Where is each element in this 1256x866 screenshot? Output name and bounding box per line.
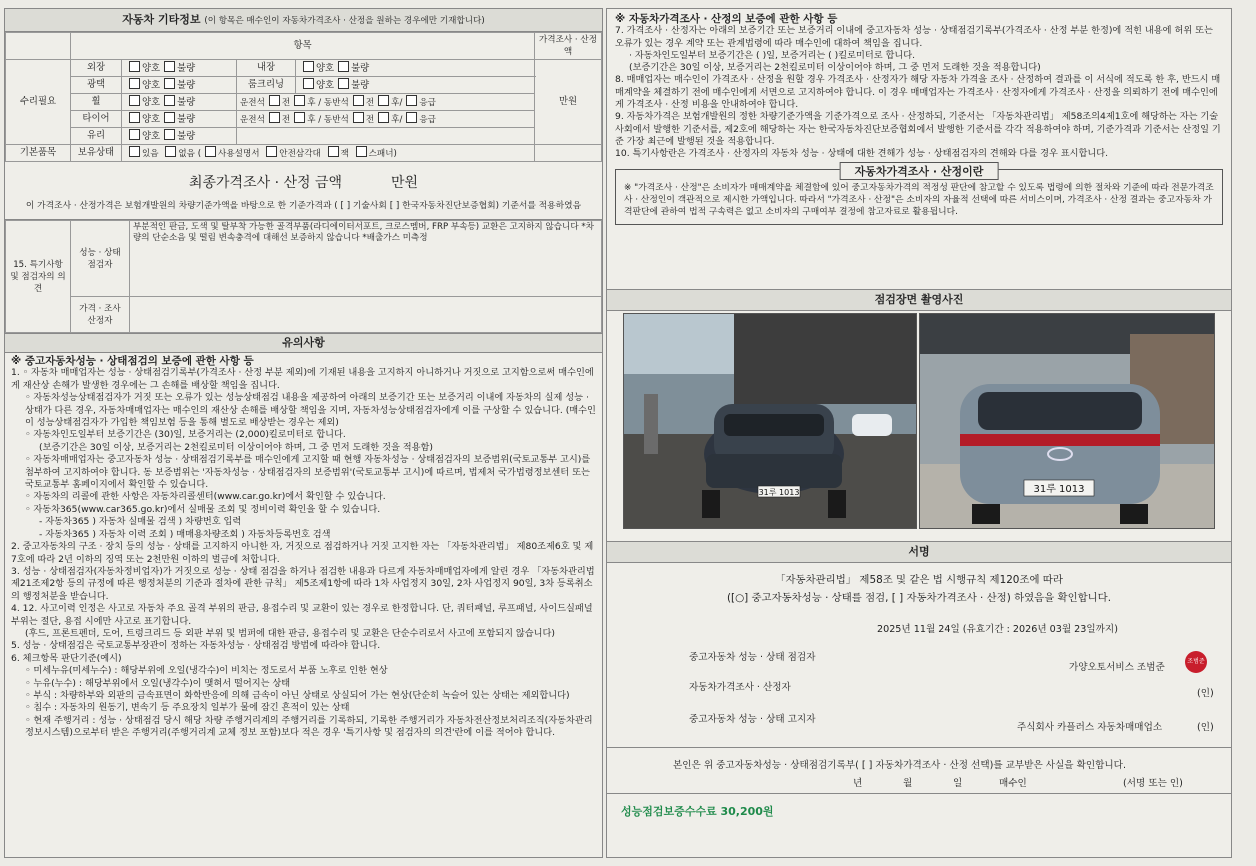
wheel-driver-front-checkbox[interactable] xyxy=(269,95,280,106)
slash: / xyxy=(318,115,322,125)
opt-bad: 불량 xyxy=(177,63,196,74)
passenger-seat-label: 동반석 xyxy=(323,98,349,108)
opt-good: 양호 xyxy=(142,80,161,91)
note-6: ◦ 자동차의 리콜에 관한 사항은 자동차리콜센터(www.car.go.kr)에서 확인할 수 있습니다. xyxy=(25,491,386,503)
rear-label: 후 xyxy=(391,115,400,125)
note-2: ◦ 자동차성능상태점검자가 거짓 또는 오류가 있는 성능상태점검 내용을 제공하여 아래의 보증기간 또는 보증거리 이내에 자동차의 실제 성능 · 상태가 다른 경우, 자동차매매업자는 매수인의 재산상 손해를 배상할 책임을 지며, 자동차성능상태점검자에게 이를 구상할 수 있습니다. (매수인이 성능상태점검자가 가입한 책임보험 등을 통해 별도로 배상받는 경우는 제외) xyxy=(25,392,596,429)
note-8: - 자동차365 ) 자동차 실매물 검색 ) 차량번호 입력 xyxy=(39,516,242,528)
manual-label: 사용설명서 xyxy=(218,149,260,159)
opt-bad: 불량 xyxy=(177,80,196,91)
price-note-9: 9. 자동차가격은 보험개발원의 정한 차량기준가액을 기준가격으로 조사 · 산정하되, 기준서는 「자동차관리법」 제58조의4제1호에 해당하는 자는 기술사회에서 발행한 기준서를, 제2호에 해당하는 자는 한국자동차진단보증협회에서 발행한 기준서를 각각 적용하여야 하며, 기준가격과 기준서는 산정일 기준 가장 최근에 발행된 것을 적용합니다. xyxy=(615,111,1221,147)
note-18: ◦ 부식 : 차량하부와 외판의 금속표면이 화학반응에 의해 금속이 아닌 상태로 상실되어 가는 현상(단순히 녹슬어 있는 상태는 제외합니다) xyxy=(25,689,570,701)
triangle-label: 안전삼각대 xyxy=(279,149,321,159)
row-own-status: 보유상태 xyxy=(71,145,122,162)
etc-info-title: 자동차 기타정보 xyxy=(122,13,201,26)
driver-seat-label: 운전석 xyxy=(240,115,265,125)
front-car-illustration xyxy=(624,314,916,528)
note-16: ◦ 미세누유(미세누수) : 해당부위에 오일(냉각수)이 비치는 정도로서 부품 노후로 인한 현상 xyxy=(25,665,388,677)
inspector-name: 가양오토서비스 조범준 xyxy=(1069,662,1165,673)
wheel-bad-checkbox[interactable] xyxy=(164,95,175,106)
note-7: ◦ 자동차365(www.car365.go.kr)에서 실매물 조회 및 정비이력 확인을 할 수 있습니다. xyxy=(25,503,381,515)
rear-plate: 31루 1013 xyxy=(1033,484,1085,495)
none-label: 없음 xyxy=(178,149,195,159)
room-good-checkbox[interactable] xyxy=(303,78,314,89)
basic-label: 기본품목 xyxy=(6,145,71,162)
row-interior: 내장 xyxy=(237,60,296,77)
notifier-role: 중고자동차 성능 · 상태 고지자 xyxy=(689,714,816,725)
opt-good: 양호 xyxy=(142,63,161,74)
buyer-label: 매수인 xyxy=(999,778,1027,789)
inspector-text: 부분적인 판금, 도색 및 탈부착 가능한 골격부품(라디에이터서포트, 크로스멤버, FRP 부속등) 교환은 고지하지 않습니다 *차량의 단순소음 및 떨림 변속충격에 대해선 보증하지 않습니다 *배출가스 미측정 xyxy=(130,221,602,297)
tire-driver-rear-checkbox[interactable] xyxy=(294,112,305,123)
row-exterior: 외장 xyxy=(71,60,122,77)
wheel-driver-rear-checkbox[interactable] xyxy=(294,95,305,106)
opt-good: 양호 xyxy=(142,114,161,125)
spanner-label: 스패너 xyxy=(368,149,394,159)
receipt-day: 일 xyxy=(953,778,963,789)
slash: / xyxy=(399,115,403,125)
price-note-8: 8. 매매업자는 매수인이 가격조사 · 산정을 원할 경우 가격조사 · 산정자가 해당 자동차 가격을 조사 · 산정하여 결과를 이 서식에 적도록 한 후, 반드시 매매계약을 체결하기 전에 매수인에게 서면으로 고지하여야 합니다. 이 경우 매매업자는 가격조사 · 산정자에게 가격조사 · 산정을 의뢰하기 전에 매수인에게 가격조사 · 산정 비용을 안내하여야 합니다. xyxy=(615,74,1221,111)
sign-header: 서명 xyxy=(607,541,1231,563)
appraiser-seal: (인) xyxy=(1197,688,1214,699)
appraiser-role: 자동차가격조사 · 산정자 xyxy=(689,682,791,693)
basis-text: 이 가격조사 · 산정가격은 보험개발원의 차량기준가액을 바탕으로 한 기준가격과 ( [ ] 기술사회 [ ] 한국자동차진단보증협회) 기준서를 적용하였음 xyxy=(5,196,602,220)
photo-header: 점검장면 촬영사진 xyxy=(607,289,1231,311)
triangle-checkbox[interactable] xyxy=(266,146,277,157)
note-3: ◦ 자동차인도일부터 보증기간은 (30)일, 보증거리는 (2,000)킬로미터로 합니다. xyxy=(25,429,346,441)
note-1: 1. ◦ 자동차 매매업자는 성능 · 상태점검기록부(가격조사 · 산정 부분 제외)에 기재된 내용을 고지하지 아니하거나 거짓으로 고지함으로써 매수인에게 재산상 손해가 발생한 경우에는 그 손해를 배상할 책임을 집니다. xyxy=(11,367,594,391)
front-label: 전 xyxy=(365,98,375,108)
driver-seat-label: 운전석 xyxy=(240,98,265,108)
exterior-good-checkbox[interactable] xyxy=(129,61,140,72)
note-10: 2. 중고자동차의 구조 · 장치 등의 성능 · 상태를 고지하지 아니한 자, 거짓으로 점검하거나 거짓 고지한 자는 「자동차관리법」 제80조제6호 및 제7호에 따라 2년 이하의 징역 또는 2천만원 이하의 벌금에 처합니다. xyxy=(11,541,594,565)
notes-section xyxy=(5,353,602,742)
repair-label: 수리필요 xyxy=(6,60,71,145)
notifier-seal: (인) xyxy=(1197,722,1214,733)
spanner-checkbox[interactable] xyxy=(356,146,367,157)
price-note-7: 7. 가격조사 · 산정자는 아래의 보증기간 또는 보증거리 이내에 중고자동차 성능 · 상태점검기록부(가격조사 · 산정 부분 한정)에 적힌 내용에 허위 또는 오류가 있는 경우 계약 또는 관계법령에 따라 매수인에 대하여 책임을 집니다. xyxy=(615,25,1213,49)
row-gloss: 광택 xyxy=(71,77,122,94)
rear-label: 후 xyxy=(307,98,316,108)
spare-label: 응급 xyxy=(419,98,436,108)
warranty-title: ※ 중고자동차성능 · 상태점검의 보증에 관한 사항 등 xyxy=(11,355,254,367)
have-checkbox[interactable] xyxy=(129,146,140,157)
etc-info-table xyxy=(5,32,602,162)
tire-passenger-rear-checkbox[interactable] xyxy=(378,112,389,123)
tire-passenger-front-checkbox[interactable] xyxy=(353,112,364,123)
inspector-label: 성능 · 상태 점검자 xyxy=(71,221,130,297)
row-wheel: 휠 xyxy=(71,94,122,111)
final-price-label: 최종가격조사 · 산정 금액 xyxy=(188,175,343,191)
price-note-7a: · 자동차인도일부터 보증기간은 ( )일, 보증거리는 ( )킬로미터로 합니다. xyxy=(629,49,916,61)
note-14: 5. 성능 · 상태점검은 국토교통부장관이 정하는 자동차성능 · 상태점검 방법에 따라야 합니다. xyxy=(11,640,381,652)
special-table xyxy=(5,220,602,333)
have-label: 있음 xyxy=(142,149,159,159)
tire-spare-checkbox[interactable] xyxy=(406,112,417,123)
sign-line-1: 「자동차관리법」 제58조 및 같은 법 시행규칙 제120조에 따라 xyxy=(775,574,1063,586)
price-notes xyxy=(607,9,1231,165)
open-paren: ( xyxy=(197,149,202,159)
row-tire: 타이어 xyxy=(71,111,122,128)
slash: / xyxy=(399,98,403,108)
rear-label: 후 xyxy=(391,98,400,108)
price-note-7b: (보증기간은 30일 이상, 보증거리는 2천킬로미터 이상이어야 하며, 그 중 먼저 도래한 것을 적용합니다) xyxy=(629,62,1041,74)
opt-bad: 불량 xyxy=(177,97,196,108)
appraiser-text xyxy=(130,297,602,333)
caution-header: 유의사항 xyxy=(5,333,602,353)
inspector-role: 중고자동차 성능 · 상태 점검자 xyxy=(689,652,816,663)
sign-date: 2025년 11월 24일 (유효기간 : 2026년 03월 23일까지) xyxy=(877,624,1118,635)
passenger-seat-label: 동반석 xyxy=(323,115,349,125)
glass-bad-checkbox[interactable] xyxy=(164,129,175,140)
note-13: (후드, 프론트펜더, 도어, 트렁크리드 등 외판 부위 및 범퍼에 대한 판금, 용접수리 및 교환은 단순수리로서 사고에 포함되지 않습니다) xyxy=(25,627,556,639)
manual-checkbox[interactable] xyxy=(205,146,216,157)
opt-bad: 불량 xyxy=(351,63,370,74)
note-12: 4. 12. 사고이력 인정은 사고로 자동차 주요 골격 부위의 판금, 용접수리 및 교환이 있는 경우로 한정합니다. 단, 쿼터패널, 루프패널, 사이드실패널 부위는 절단, 용접 시에만 사고로 표기합니다. xyxy=(11,603,593,627)
close-paren: ) xyxy=(393,149,397,159)
inspection-photo-front xyxy=(623,313,917,529)
col-price: 가격조사 · 산정액 xyxy=(535,33,602,60)
inspection-fee: 성능점검보증수수료 30,200원 xyxy=(621,805,774,818)
opt-bad: 불량 xyxy=(351,80,370,91)
opt-bad: 불량 xyxy=(177,131,196,142)
wheel-spare-checkbox[interactable] xyxy=(406,95,417,106)
price-unit: 만원 xyxy=(535,60,602,145)
front-label: 전 xyxy=(281,98,291,108)
jack-label: 잭 xyxy=(340,149,349,159)
left-column xyxy=(4,8,603,858)
sign-statement xyxy=(607,571,1231,607)
note-15: 6. 체크항목 판단기준(예시) xyxy=(11,652,122,664)
note-11: 3. 성능 · 상태점검자(자동차정비업자)가 거짓으로 성능 · 상태 점검을 하거나 점검한 내용과 다르게 자동차매매업자에게 알린 경우 「자동차관리법 제21조제2항 등의 규정에 따른 행정처분의 기준과 절차에 관한 규칙」 제5조제1항에 따라 1차 사업정지 30일, 2차 사업정지 90일, 3차 등록취소의 행정처분을 받습니다. xyxy=(11,565,595,602)
note-17: ◦ 누유(누수) : 해당부위에서 오일(냉각수)이 맺혀서 떨어지는 상태 xyxy=(25,677,291,689)
wheel-good-checkbox[interactable] xyxy=(129,95,140,106)
final-price-unit: 만원 xyxy=(390,175,418,191)
front-plate: 31루 1013 xyxy=(758,488,800,497)
interior-bad-checkbox[interactable] xyxy=(338,61,349,72)
opt-good: 양호 xyxy=(316,63,335,74)
note-4: (보증기간은 30일 이상, 보증거리는 2천킬로미터 이상이어야 하며, 그 중 먼저 도래한 것을 적용함) xyxy=(39,441,433,453)
definition-text: ※ "가격조사 · 산정"은 소비자가 매매계약을 체결함에 있어 중고자동차가격의 적정성 판단에 참고할 수 있도록 법령에 의한 절차와 기준에 따라 전문가격조사 · 산정인이 객관적으로 제시한 가액입니다. 따라서 "가격조사 · 산정"은 소비자의 자율적 선택에 따른 서비스이며, 가격조사 · 산정 결과는 중고자동차 가격판단에 관하여 법적 구속력은 없고 소비자의 구매여부 결정에 참고자료로 활용됩니다. xyxy=(624,182,1214,217)
price-note-10: 10. 특기사항란은 가격조사 · 산정자의 자동차 성능 · 상태에 대한 견해가 성능 · 상태점검자의 견해와 다를 경우 표시합니다. xyxy=(615,148,1109,160)
spare-label: 응급 xyxy=(419,115,436,125)
appraiser-label: 가격 · 조사 산정자 xyxy=(71,297,130,333)
opt-bad: 불량 xyxy=(177,114,196,125)
exterior-bad-checkbox[interactable] xyxy=(164,61,175,72)
row-room: 룸크리닝 xyxy=(237,77,296,94)
tire-good-checkbox[interactable] xyxy=(129,112,140,123)
price-title: ※ 자동차가격조사 · 산정의 보증에 관한 사항 등 xyxy=(615,13,838,25)
note-20: ◦ 현재 주행거리 : 성능 · 상태점검 당시 해당 차량 주행거리계의 주행거리를 기록하되, 기록한 주행거리가 자동차전산정보처리조직(자동차관리정보시스템)으로부터 받은 주행거리(주행거리계 교체 정보 포함)보다 적은 경우 '특기사항 및 점검자의 의견'란에 이를 적어야 합니다. xyxy=(25,714,593,739)
definition-title: 자동차가격조사 · 산정이란 xyxy=(840,162,999,180)
note-9: - 자동차365 ) 자동차 이력 조회 ) 매매용차량조회 ) 자동차등록번호 검색 xyxy=(39,528,331,540)
sign-line-2: ([○] 중고자동차성능 · 상태를 점검, [ ] 자동차가격조사 · 산정) 하였음을 확인합니다. xyxy=(726,592,1112,604)
glass-good-checkbox[interactable] xyxy=(129,129,140,140)
front-label: 전 xyxy=(281,115,291,125)
receipt-year: 년 xyxy=(853,778,863,789)
tire-driver-front-checkbox[interactable] xyxy=(269,112,280,123)
row-glass: 유리 xyxy=(71,128,122,145)
receipt-line: 본인은 위 중고자동차성능 · 상태점검기록부( [ ] 자동차가격조사 · 산정 선택)를 교부받은 사실을 확인합니다. xyxy=(673,760,1127,771)
room-bad-checkbox[interactable] xyxy=(338,78,349,89)
inspection-photo-rear xyxy=(919,313,1215,529)
front-label: 전 xyxy=(365,115,375,125)
wheel-passenger-rear-checkbox[interactable] xyxy=(378,95,389,106)
notifier-name: 주식회사 카플러스 자동차매매업소 xyxy=(1017,722,1163,733)
note-5: ◦ 자동차매매업자는 중고자동차 성능 · 상태점검기록부를 매수인에게 고지할 때 현행 자동차성능 · 상태점검자의 보증범위(국토교통부 고시)를 첨부하여 고지하여야 합니다. 동 보증범위는 '자동차성능 · 상태점검자의 보증범위'(국토교통부 고시)에 따르며, 법제처 국가법령정보센터 또는 국토교통부 홈페이지에서 확인할 수 있습니다. xyxy=(25,454,591,491)
definition-box xyxy=(615,164,1223,225)
gloss-good-checkbox[interactable] xyxy=(129,78,140,89)
tire-bad-checkbox[interactable] xyxy=(164,112,175,123)
gloss-bad-checkbox[interactable] xyxy=(164,78,175,89)
opt-good: 양호 xyxy=(142,97,161,108)
inspector-stamp: 조범준 xyxy=(1185,651,1207,673)
rear-car-illustration xyxy=(920,314,1214,528)
rear-label: 후 xyxy=(307,115,316,125)
opt-good: 양호 xyxy=(142,131,161,142)
etc-info-note: (이 항목은 매수인이 자동차가격조사 · 산정을 원하는 경우에만 기재합니다) xyxy=(204,16,485,26)
slash: / xyxy=(318,98,322,108)
interior-good-checkbox[interactable] xyxy=(303,61,314,72)
receipt-month: 월 xyxy=(903,778,913,789)
none-checkbox[interactable] xyxy=(165,146,176,157)
note-19: ◦ 침수 : 자동차의 원동기, 변속기 등 주요장치 일부가 물에 잠긴 흔적이 있는 상태 xyxy=(25,702,350,714)
right-column xyxy=(606,8,1232,858)
opt-good: 양호 xyxy=(316,80,335,91)
jack-checkbox[interactable] xyxy=(328,146,339,157)
buyer-sign: (서명 또는 인) xyxy=(1123,778,1183,789)
wheel-passenger-front-checkbox[interactable] xyxy=(353,95,364,106)
special-label: 15. 특기사항 및 점검자의 의견 xyxy=(6,221,71,333)
final-price-row xyxy=(5,162,602,196)
etc-info-header xyxy=(5,9,602,32)
col-item: 항목 xyxy=(71,33,535,60)
